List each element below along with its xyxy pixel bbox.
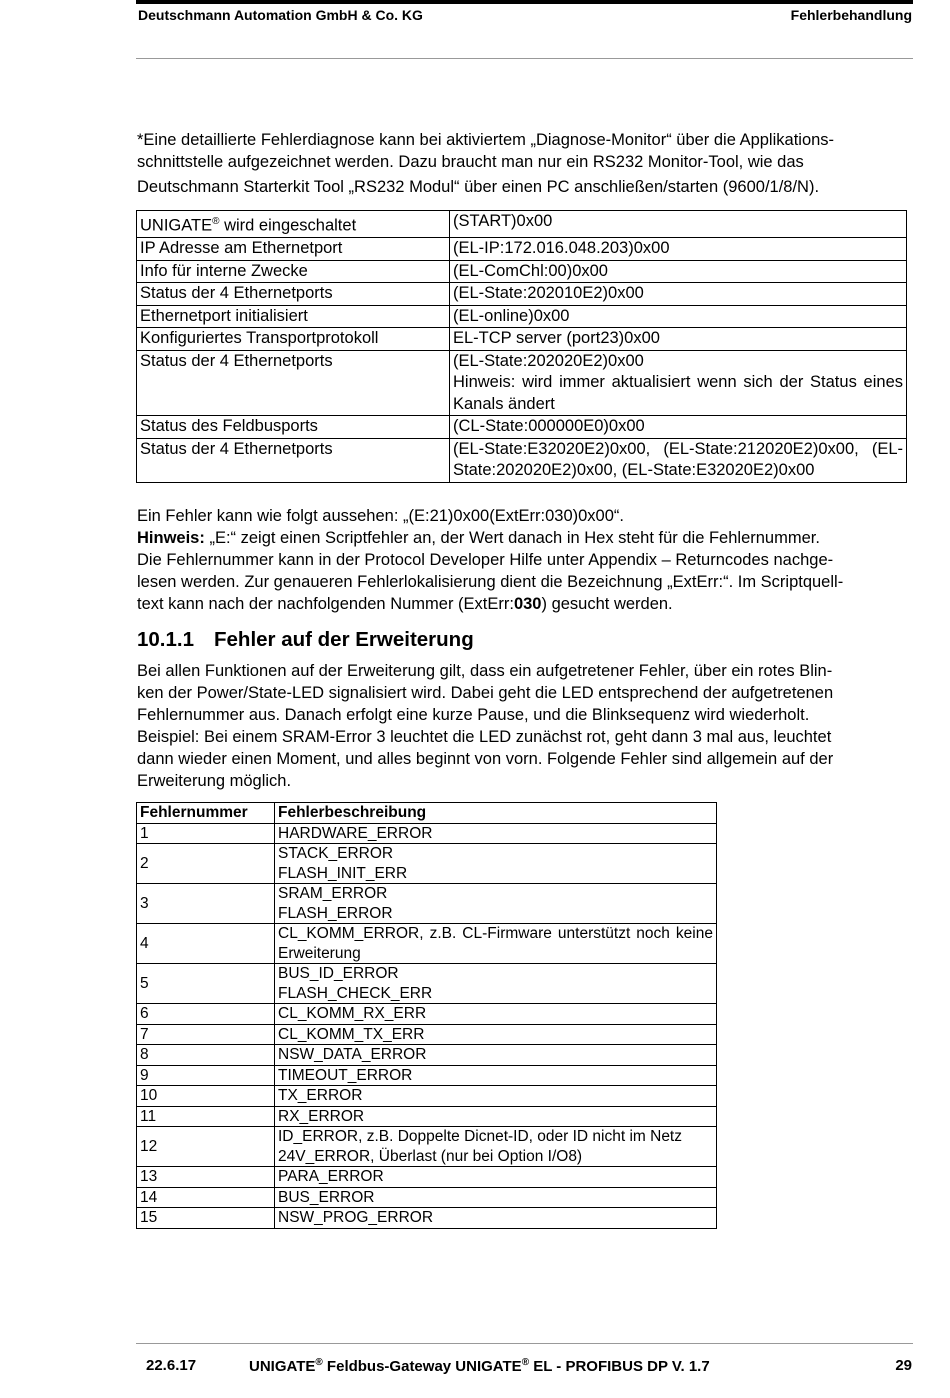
error-number-cell: 4 <box>137 924 275 964</box>
boot-value: (EL-State:E32020E2)0x00, (EL-State:212020E2)0x00, (EL-State:202020E2)0x00, (EL-State:E32020E2)0x00 <box>453 439 903 479</box>
error-number-cell: 2 <box>137 844 275 884</box>
section-heading <box>137 628 474 652</box>
table-row <box>137 350 907 416</box>
error-description-cell <box>275 844 717 884</box>
error-description-cell <box>275 1106 717 1127</box>
error-description-cell <box>275 1045 717 1066</box>
boot-label: IP Adresse am Ethernetport <box>140 239 343 257</box>
boot-value-cell <box>450 283 907 306</box>
boot-value-cell <box>450 260 907 283</box>
error-number-cell: 11 <box>137 1106 275 1127</box>
error-number-cell: 6 <box>137 1004 275 1025</box>
col-header-number: Fehlernummer <box>137 803 275 824</box>
error-description-line: FLASH_CHECK_ERR <box>278 984 433 1002</box>
footer-date: 22.6.17 <box>146 1357 197 1374</box>
table-row <box>137 924 717 964</box>
boot-value-note: Hinweis: wird immer aktualisiert wenn sich der Status eines Kanals ändert <box>453 373 903 413</box>
footer-title-c: EL - PROFIBUS DP V. 1.7 <box>529 1358 710 1375</box>
header-section: Fehlerbehandlung <box>790 7 912 23</box>
table-row <box>137 283 907 306</box>
error-description-line: CL_KOMM_TX_ERR <box>278 1025 425 1043</box>
table-row <box>137 305 907 328</box>
error-description-cell <box>275 1065 717 1086</box>
table-row <box>137 260 907 283</box>
table-row <box>137 823 717 844</box>
error-number-cell: 12 <box>137 1127 275 1167</box>
error-description-cell <box>275 924 717 964</box>
error-number-cell: 14 <box>137 1187 275 1208</box>
error-description-line: RX_ERROR <box>278 1107 365 1125</box>
footer-title-a: UNIGATE <box>249 1358 316 1375</box>
error-line: Die Fehlernummer kann in der Protocol Developer Hilfe unter Appendix – Returncodes nachge- <box>137 551 834 569</box>
intro-paragraph <box>137 129 907 198</box>
error-description-line: TIMEOUT_ERROR <box>278 1066 413 1084</box>
footer-reg-1: ® <box>315 1357 323 1368</box>
error-number-cell: 9 <box>137 1065 275 1086</box>
boot-label: Status des Feldbusports <box>140 417 318 435</box>
error-line <box>137 593 907 615</box>
col-header-description: Fehlerbeschreibung <box>275 803 717 824</box>
ext-line: Bei allen Funktionen auf der Erweiterung gilt, dass ein aufgetretener Fehler, über ein rotes Blin- <box>137 662 833 680</box>
table-row <box>137 238 907 261</box>
error-description-line: STACK_ERROR <box>278 845 394 862</box>
table-row <box>137 964 717 1004</box>
footer-title-b: Feldbus-Gateway UNIGATE <box>322 1358 522 1375</box>
boot-value: (CL-State:000000E0)0x00 <box>453 417 645 435</box>
error-description-line: 24V_ERROR, Überlast (nur bei Option I/O8) <box>278 1147 583 1165</box>
ext-line: Fehlernummer aus. Danach erfolgt eine kurze Pause, und die Blinksequenz wird wiederholt. <box>137 706 810 724</box>
error-number-cell: 13 <box>137 1167 275 1188</box>
error-number-cell: 8 <box>137 1045 275 1066</box>
error-description-cell <box>275 884 717 924</box>
error-description-line: NSW_DATA_ERROR <box>278 1046 427 1063</box>
table-row <box>137 1045 717 1066</box>
boot-value: (EL-State:202020E2)0x00 <box>453 351 644 370</box>
boot-label-cell <box>137 328 450 351</box>
error-number-cell: 3 <box>137 884 275 924</box>
error-description-line: CL_KOMM_ERROR, z.B. CL-Firmware unterstützt noch keine Erweiterung <box>278 925 713 962</box>
error-description-line: FLASH_ERROR <box>278 904 393 922</box>
table-row <box>137 211 907 238</box>
boot-label-cell <box>137 211 450 238</box>
error-description-cell <box>275 964 717 1004</box>
boot-value-cell <box>450 211 907 238</box>
header-company: Deutschmann Automation GmbH & Co. KG <box>138 7 423 23</box>
error-number-cell: 7 <box>137 1024 275 1045</box>
intro-line: *Eine detaillierte Fehlerdiagnose kann bei aktiviertem „Diagnose-Monitor“ über die Applikations- <box>137 131 835 149</box>
boot-label: Ethernetport initialisiert <box>140 306 308 325</box>
error-description-cell <box>275 1187 717 1208</box>
boot-value: EL-TCP server (port23)0x00 <box>453 329 660 347</box>
boot-value-cell <box>450 416 907 439</box>
error-line: Ein Fehler kann wie folgt aussehen: „(E:21)0x00(ExtErr:030)0x00“. <box>137 507 624 525</box>
hint-text: „E:“ zeigt einen Scriptfehler an, der Wert danach in Hex steht für die Fehlernummer. <box>204 529 820 547</box>
table-row <box>137 1127 717 1167</box>
boot-label-cell <box>137 305 450 328</box>
error-description-line: HARDWARE_ERROR <box>278 824 433 842</box>
table-row <box>137 438 907 482</box>
table-row <box>137 1167 717 1188</box>
table-row <box>137 1024 717 1045</box>
extension-error-table <box>136 802 717 1229</box>
boot-label-cell <box>137 260 450 283</box>
table-row <box>137 1208 717 1229</box>
error-description-line: CL_KOMM_RX_ERR <box>278 1005 427 1022</box>
intro-line: Deutschmann Starterkit Tool „RS232 Modul“ über einen PC anschließen/starten (9600/1/8/N). <box>137 178 820 196</box>
footer-title <box>249 1357 710 1375</box>
registered-mark: ® <box>212 216 220 227</box>
error-line-5a: text kann nach der nachfolgenden Nummer (ExtErr: <box>137 595 514 613</box>
boot-label: Status der 4 Ethernetports <box>140 439 333 458</box>
boot-sequence-table <box>136 210 907 483</box>
boot-label: Status der 4 Ethernetports <box>140 351 333 370</box>
boot-label-cell <box>137 283 450 306</box>
boot-value-cell <box>450 438 907 482</box>
boot-label: Konfiguriertes Transportprotokoll <box>140 329 379 347</box>
table-row <box>137 884 717 924</box>
error-description-cell <box>275 1024 717 1045</box>
table-row <box>137 1086 717 1107</box>
table-row <box>137 1004 717 1025</box>
boot-label: Info für interne Zwecke <box>140 261 308 280</box>
boot-label-rest: wird eingeschaltet <box>219 216 357 235</box>
error-description-line: TX_ERROR <box>278 1087 363 1104</box>
error-paragraph <box>137 505 907 615</box>
error-description-line: NSW_PROG_ERROR <box>278 1209 434 1226</box>
error-description-cell <box>275 1004 717 1025</box>
extension-paragraph <box>137 660 907 792</box>
ext-line: Beispiel: Bei einem SRAM-Error 3 leuchtet die LED zunächst rot, geht dann 3 mal aus, leuchtet <box>137 728 832 746</box>
boot-label: UNIGATE <box>140 216 213 235</box>
error-description-line: SRAM_ERROR <box>278 885 388 902</box>
table-header-row <box>137 803 717 824</box>
boot-value: (START)0x00 <box>453 212 553 230</box>
boot-value-cell <box>450 305 907 328</box>
boot-label: Status der 4 Ethernetports <box>140 284 333 302</box>
error-description-cell <box>275 823 717 844</box>
error-line: lesen werden. Zur genaueren Fehlerlokalisierung dient die Bezeichnung „ExtErr:“. Im Scriptquell- <box>137 573 844 591</box>
table-row <box>137 1065 717 1086</box>
ext-line: ken der Power/State-LED signalisiert wird. Dabei geht die LED entsprechend der aufgetretenen <box>137 684 834 702</box>
footer-reg-2: ® <box>521 1357 530 1368</box>
error-description-line: BUS_ID_ERROR <box>278 965 399 982</box>
boot-label-cell <box>137 350 450 416</box>
error-description-line: ID_ERROR, z.B. Doppelte Dicnet-ID, oder ID nicht im Netz <box>278 1128 682 1145</box>
error-line-5b: ) gesucht werden. <box>541 595 673 613</box>
error-description-cell <box>275 1086 717 1107</box>
table-row <box>137 1106 717 1127</box>
error-description-line: PARA_ERROR <box>278 1168 384 1185</box>
boot-label-cell <box>137 438 450 482</box>
ext-line: Erweiterung möglich. <box>137 772 292 790</box>
boot-label-cell <box>137 238 450 261</box>
table-row <box>137 416 907 439</box>
error-description-cell <box>275 1208 717 1229</box>
error-code-bold: 030 <box>513 595 542 613</box>
footer-page-number: 29 <box>895 1357 912 1374</box>
section-number: 10.1.1 <box>137 628 194 651</box>
boot-value-cell <box>450 350 907 416</box>
boot-value-cell <box>450 328 907 351</box>
header-rule <box>136 58 913 59</box>
hint-label: Hinweis: <box>137 529 205 547</box>
section-title: Fehler auf der Erweiterung <box>214 628 474 651</box>
boot-label-cell <box>137 416 450 439</box>
error-description-line: FLASH_INIT_ERR <box>278 864 408 882</box>
intro-line: schnittstelle aufgezeichnet werden. Dazu braucht man nur ein RS232 Monitor-Tool, wie das <box>137 153 804 171</box>
boot-value: (EL-State:202010E2)0x00 <box>453 284 644 302</box>
ext-line: dann wieder einen Moment, und alles beginnt von vorn. Folgende Fehler sind allgemein auf der <box>137 750 834 768</box>
boot-value: (EL-online)0x00 <box>453 306 570 325</box>
error-description-cell <box>275 1127 717 1167</box>
error-number-cell: 5 <box>137 964 275 1004</box>
error-number-cell: 15 <box>137 1208 275 1229</box>
boot-value: (EL-ComChl:00)0x00 <box>453 261 608 280</box>
footer-rule <box>136 1343 913 1344</box>
error-line <box>137 527 907 549</box>
table-row <box>137 328 907 351</box>
table-row <box>137 1187 717 1208</box>
error-description-cell <box>275 1167 717 1188</box>
error-number-cell: 10 <box>137 1086 275 1107</box>
error-number-cell: 1 <box>137 823 275 844</box>
boot-value: (EL-IP:172.016.048.203)0x00 <box>453 239 670 257</box>
error-description-line: BUS_ERROR <box>278 1188 375 1206</box>
boot-value-cell <box>450 238 907 261</box>
header-top-rule <box>136 0 913 4</box>
table-row <box>137 844 717 884</box>
